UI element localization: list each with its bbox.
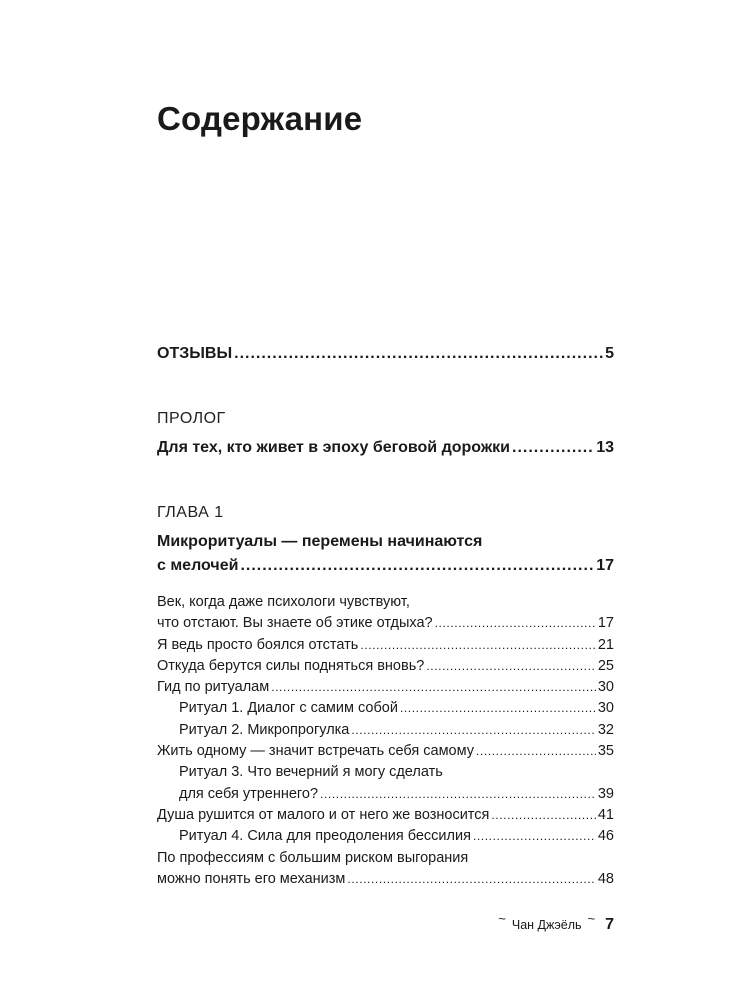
toc-entry-text: для себя утреннего? xyxy=(179,785,319,802)
dot-leader xyxy=(435,613,596,634)
toc-entry-text: Душа рушится от малого и от него же возносится xyxy=(157,806,490,823)
toc-entry[interactable] xyxy=(157,869,614,890)
dot-leader xyxy=(512,436,594,460)
dot-leader xyxy=(476,741,596,762)
toc-entry[interactable] xyxy=(157,741,614,762)
toc-page-number: 17 xyxy=(597,615,614,632)
toc-page-number: 17 xyxy=(596,557,614,574)
toc-page-number: 35 xyxy=(597,743,614,760)
toc-entry-line[interactable]: Ритуал 3. Что вечерний я могу сделать xyxy=(179,764,443,781)
toc-page-number: 32 xyxy=(597,721,614,738)
table-of-contents xyxy=(157,340,614,890)
toc-entry-ritual[interactable] xyxy=(157,826,614,847)
toc-entry-text: ОТЗЫВЫ xyxy=(157,345,233,362)
dot-leader xyxy=(347,869,595,890)
toc-entry-chapter-1[interactable] xyxy=(157,554,614,578)
tilde-ornament-left: ~ xyxy=(498,911,506,926)
toc-entry-text: Жить одному — значит встречать себя самому xyxy=(157,743,475,760)
toc-page-number: 21 xyxy=(597,636,614,653)
dot-leader xyxy=(351,720,595,741)
dot-leader xyxy=(400,698,596,719)
toc-page-number: 39 xyxy=(597,785,614,802)
toc-entry-text: Гид по ритуалам xyxy=(157,679,270,696)
toc-page-number: 25 xyxy=(597,657,614,674)
section-label-chapter-1: ГЛАВА 1 xyxy=(157,504,224,521)
toc-page-number: 48 xyxy=(597,870,614,887)
toc-entry-prologue[interactable] xyxy=(157,436,614,460)
toc-entry[interactable] xyxy=(157,656,614,677)
dot-leader xyxy=(240,554,594,578)
toc-entry[interactable] xyxy=(157,805,614,826)
toc-page-number: 30 xyxy=(597,679,614,696)
toc-entry[interactable] xyxy=(157,613,614,634)
dot-leader xyxy=(271,677,596,698)
toc-entry-text: что отстают. Вы знаете об этике отдыха? xyxy=(157,615,433,632)
toc-entry-text: Для тех, кто живет в эпоху беговой дорожки xyxy=(157,439,511,456)
dot-leader xyxy=(426,656,596,677)
toc-page-number: 13 xyxy=(596,439,614,456)
toc-entry-reviews[interactable] xyxy=(157,342,614,366)
toc-entry-ritual[interactable] xyxy=(157,698,614,719)
toc-entry-text: Я ведь просто боялся отстать xyxy=(157,636,359,653)
toc-page-number: 41 xyxy=(597,806,614,823)
dot-leader xyxy=(360,635,596,656)
page-number: 7 xyxy=(605,916,614,933)
toc-entry[interactable] xyxy=(157,635,614,656)
toc-entry-ritual[interactable] xyxy=(157,784,614,805)
toc-entry-text: можно понять его механизм xyxy=(157,870,346,887)
toc-entry-line[interactable]: По профессиям с большим риском выгорания xyxy=(157,849,469,866)
toc-page-number: 46 xyxy=(597,828,614,845)
toc-entry-text: с мелочей xyxy=(157,557,239,574)
dot-leader xyxy=(234,342,603,366)
dot-leader xyxy=(491,805,595,826)
toc-entry-line[interactable]: Век, когда даже психологи чувствуют, xyxy=(157,594,410,610)
page-footer xyxy=(498,911,614,934)
tilde-ornament-right: ~ xyxy=(587,911,596,926)
chapter-heading-line[interactable]: Микроритуалы — перемены начинаются xyxy=(157,533,483,550)
dot-leader xyxy=(320,784,596,805)
toc-entry-text: Ритуал 1. Диалог с самим собой xyxy=(179,700,398,717)
toc-entry-text: Ритуал 4. Сила для преодоления бессилия xyxy=(179,828,471,845)
section-label-prologue: ПРОЛОГ xyxy=(157,410,226,427)
toc-entry-text: Ритуал 2. Микропрогулка xyxy=(179,721,350,738)
toc-entry[interactable] xyxy=(157,677,614,698)
page-title: Содержание xyxy=(157,100,363,137)
toc-page-number: 5 xyxy=(605,345,614,362)
dot-leader xyxy=(473,826,596,847)
toc-entry-text: Откуда берутся силы подняться вновь? xyxy=(157,657,425,674)
running-footer-author: Чан Джэёль xyxy=(511,918,582,932)
toc-entry-ritual[interactable] xyxy=(157,720,614,741)
toc-page-number: 30 xyxy=(597,700,614,717)
